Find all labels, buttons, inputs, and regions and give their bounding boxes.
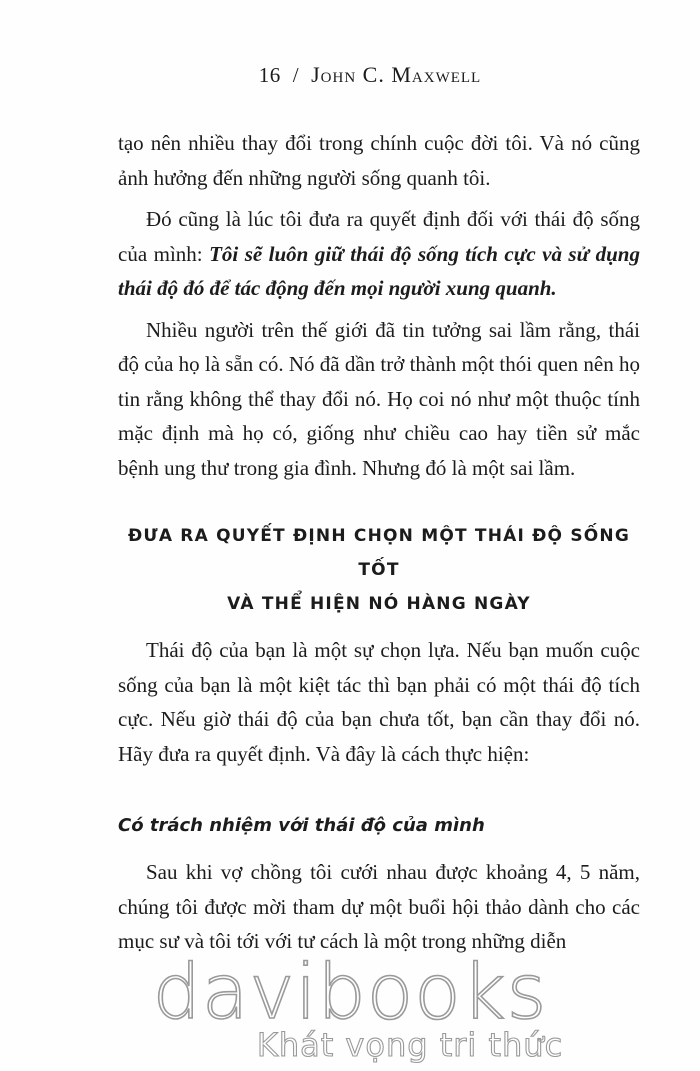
paragraph-choice: Thái độ của bạn là một sự chọn lựa. Nếu bạn muốn cuộc sống của bạn là một kiệt tác thì bạn phải có một thái độ tích cực. Nếu giờ thái độ của bạn chưa tốt, bạn cần thay đổi nó. Hãy đưa ra quyết định. Và đây là cách thực hiện: [118, 638, 640, 766]
running-header [0, 62, 700, 88]
paragraph-decision-emphasis: Tôi sẽ luôn giữ thái độ sống tích cực và sử dụng thái độ đó để tác động đến mọi người xung quanh. [118, 241, 640, 300]
author-name: John C. Maxwell [311, 62, 482, 87]
paragraph-continuation: tạo nên nhiều thay đổi trong chính cuộc đời tôi. Và nó cũng ảnh hưởng đến những người sống quanh tôi. [118, 131, 640, 190]
watermark-brand: davibooks [152, 947, 548, 1036]
section-heading-line-1: ĐƯA RA QUYẾT ĐỊNH CHỌN MỘT THÁI ĐỘ SỐNG TỐT [127, 526, 631, 580]
header-separator: / [292, 63, 300, 87]
watermark-slogan: Khát vọng tri thức [256, 1026, 564, 1064]
section-heading-line-2: VÀ THỂ HIỆN NÓ HÀNG NGÀY [227, 594, 531, 614]
page-body [118, 126, 640, 959]
section-heading [118, 519, 640, 621]
paragraph-decision-intro: Đó cũng là lúc tôi đưa ra quyết định đối với thái độ sống của mình: [118, 207, 640, 266]
paragraph-decision [118, 202, 640, 306]
subheading: Có trách nhiệm với thái độ của mình [118, 815, 485, 836]
paragraph-story: Sau khi vợ chồng tôi cưới nhau được khoảng 4, 5 năm, chúng tôi được mời tham dự một buổi hội thảo dành cho các mục sư và tôi tới với tư cách là một trong những diễn [118, 860, 640, 953]
paragraph-misconception: Nhiều người trên thế giới đã tin tưởng sai lầm rằng, thái độ của họ là sẵn có. Nó đã dần trở thành một thói quen nên họ tin rằng không thể thay đổi nó. Họ coi nó như một thuộc tính mặc định mà họ có, giống như chiều cao hay tiền sử mắc bệnh ung thư trong gia đình. Nhưng đó là một sai lầm. [118, 317, 640, 480]
page-number: 16 [258, 63, 281, 87]
